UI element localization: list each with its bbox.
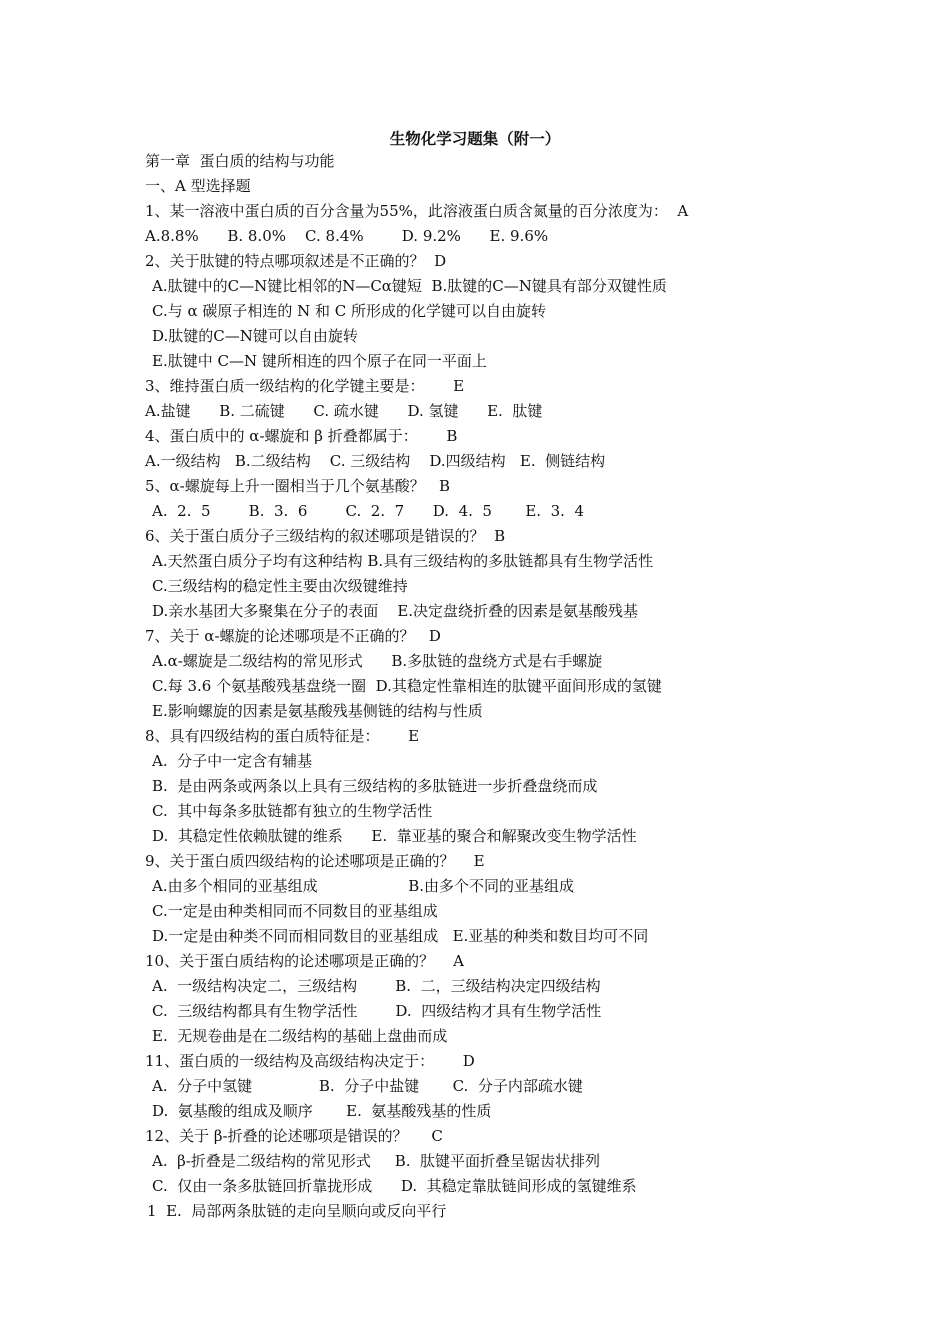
question-2-option-ab: A.肽键中的C—N键比相邻的N—Cα键短 B.肽键的C—N键具有部分双键性质 bbox=[152, 277, 667, 295]
question-8-option-a: A. 分子中一定含有辅基 bbox=[152, 752, 313, 770]
question-8: 8、具有四级结构的蛋白质特征是： E bbox=[145, 727, 420, 745]
question-2-option-c: C.与 α 碳原子相连的 N 和 C 所形成的化学键可以自由旋转 bbox=[152, 302, 547, 320]
question-8-option-c: C. 其中每条多肽链都有独立的生物学活性 bbox=[152, 802, 433, 820]
question-10-option-ab: A. 一级结构决定二，三级结构 B. 二，三级结构决定四级结构 bbox=[152, 977, 601, 995]
question-2-option-d: D.肽键的C—N键可以自由旋转 bbox=[152, 327, 358, 345]
question-2-option-e: E.肽键中 C—N 键所相连的四个原子在同一平面上 bbox=[152, 352, 487, 370]
question-11-option-de: D. 氨基酸的组成及顺序 E. 氨基酸残基的性质 bbox=[152, 1102, 492, 1120]
chapter-heading: 第一章 蛋白质的结构与功能 bbox=[145, 152, 335, 170]
question-9-option-ab: A.由多个相同的亚基组成 B.由多个不同的亚基组成 bbox=[152, 877, 574, 895]
question-4-options: A.一级结构 B.二级结构 C. 三级结构 D.四级结构 E. 侧链结构 bbox=[145, 452, 606, 470]
question-6-option-c: C.三级结构的稳定性主要由次级键维持 bbox=[152, 577, 408, 595]
question-7-option-e: E.影响螺旋的因素是氨基酸残基侧链的结构与性质 bbox=[152, 702, 483, 720]
question-12: 12、关于 β-折叠的论述哪项是错误的？ C bbox=[145, 1127, 443, 1145]
question-1-options: A.8.8% B. 8.0% C. 8.4% D. 9.2% E. 9.6% bbox=[145, 227, 549, 245]
question-12-option-e: 1 E. 局部两条肽链的走向呈顺向或反向平行 bbox=[147, 1202, 447, 1220]
question-12-option-ab: A. β-折叠是二级结构的常见形式 B. 肽键平面折叠呈锯齿状排列 bbox=[152, 1152, 601, 1170]
question-6-option-ab: A.天然蛋白质分子均有这种结构 B.具有三级结构的多肽链都具有生物学活性 bbox=[152, 552, 654, 570]
question-10-option-e: E. 无规卷曲是在二级结构的基础上盘曲而成 bbox=[152, 1027, 448, 1045]
question-4: 4、蛋白质中的 α-螺旋和 β 折叠都属于： B bbox=[145, 427, 458, 445]
question-11: 11、蛋白质的一级结构及高级结构决定于： D bbox=[145, 1052, 475, 1070]
question-7: 7、关于 α-螺旋的论述哪项是不正确的？ D bbox=[145, 627, 441, 645]
question-10: 10、关于蛋白质结构的论述哪项是正确的？ A bbox=[145, 952, 464, 970]
question-2: 2、关于肽键的特点哪项叙述是不正确的？ D bbox=[145, 252, 447, 270]
question-9: 9、关于蛋白质四级结构的论述哪项是正确的？ E bbox=[145, 852, 485, 870]
question-6: 6、关于蛋白质分子三级结构的叙述哪项是错误的？ B bbox=[145, 527, 506, 545]
question-3-options: A.盐键 B. 二硫键 C. 疏水键 D. 氢键 E. 肽键 bbox=[145, 402, 543, 420]
question-12-option-cd: C. 仅由一条多肽链回折靠拢形成 D. 其稳定靠肽链间形成的氢键维系 bbox=[152, 1177, 637, 1195]
question-8-option-de: D. 其稳定性依赖肽键的维系 E. 靠亚基的聚合和解聚改变生物学活性 bbox=[152, 827, 637, 845]
question-10-option-cd: C. 三级结构都具有生物学活性 D. 四级结构才具有生物学活性 bbox=[152, 1002, 602, 1020]
question-5: 5、α-螺旋每上升一圈相当于几个氨基酸？ B bbox=[145, 477, 451, 495]
question-11-option-abc: A. 分子中氢键 B. 分子中盐键 C. 分子内部疏水键 bbox=[152, 1077, 583, 1095]
question-7-option-ab: A.α-螺旋是二级结构的常见形式 B.多肽链的盘绕方式是右手螺旋 bbox=[152, 652, 603, 670]
question-1: 1、某一溶液中蛋白质的百分含量为55%，此溶液蛋白质含氮量的百分浓度为： A bbox=[145, 202, 689, 220]
question-9-option-de: D.一定是由种类不同而相同数目的亚基组成 E.亚基的种类和数目均可不同 bbox=[152, 927, 649, 945]
section-heading: 一、A 型选择题 bbox=[145, 177, 251, 195]
question-7-option-cd: C.每 3.6 个氨基酸残基盘绕一圈 D.其稳定性靠相连的肽键平面间形成的氢键 bbox=[152, 677, 662, 695]
page-title: 生物化学习题集（附一） bbox=[389, 129, 561, 148]
question-9-option-c: C.一定是由种类相同而不同数目的亚基组成 bbox=[152, 902, 438, 920]
question-3: 3、维持蛋白质一级结构的化学键主要是： E bbox=[145, 377, 465, 395]
question-8-option-b: B. 是由两条或两条以上具有三级结构的多肽链进一步折叠盘绕而成 bbox=[152, 777, 598, 795]
question-6-option-de: D.亲水基团大多聚集在分子的表面 E.决定盘绕折叠的因素是氨基酸残基 bbox=[152, 602, 639, 620]
question-5-options: A. 2. 5 B. 3. 6 C. 2. 7 D. 4. 5 E. 3. 4 bbox=[152, 502, 584, 520]
